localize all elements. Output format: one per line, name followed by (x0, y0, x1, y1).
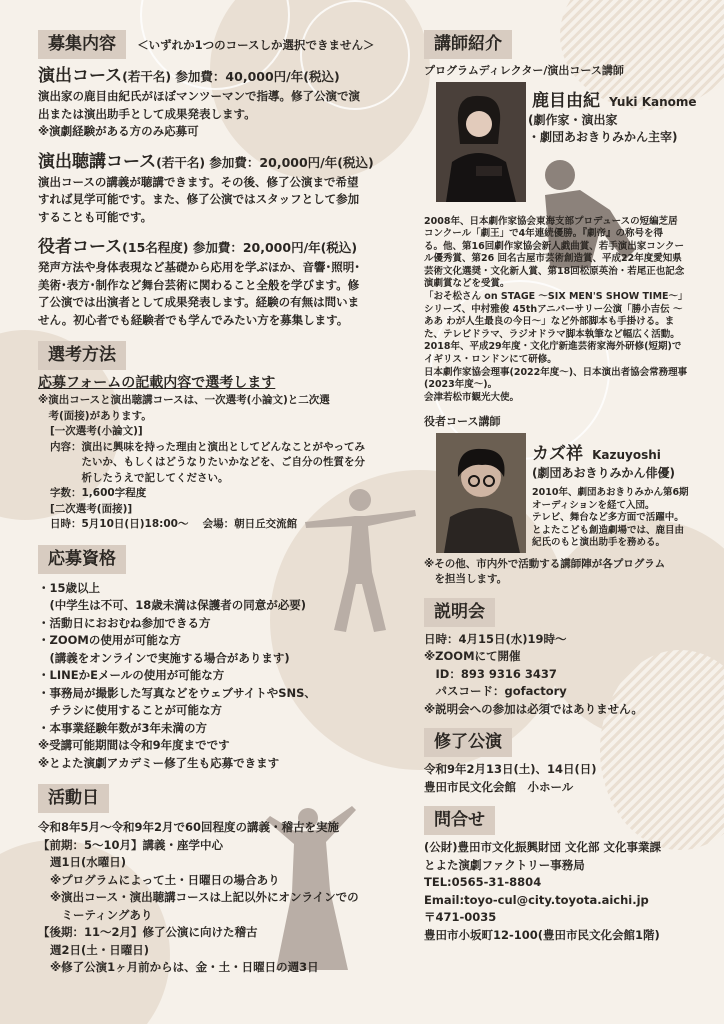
course-directing (38, 65, 410, 141)
recruit-heading: 募集内容 (38, 30, 126, 59)
course-desc-line: ※演劇経験がある方のみ応募可 (38, 124, 199, 138)
contact-phone: TEL:0565-31-8804 (424, 875, 542, 890)
eligibility-item: ・ZOOMの使用が可能な方 (38, 633, 181, 647)
activity-line: ※演出コース・演出聴講コースは上記以外にオンラインでの (50, 890, 359, 904)
contact-line: (公財)豊田市文化振興財団 文化部 文化事業課 (424, 840, 662, 855)
bio-line: 2008年、日本劇作家協会東海支部プロデュースの短編芝居 (424, 215, 678, 227)
bio-line: ル優秀賞、第26 回名古屋市芸術創造賞、平成22年度愛知県 (424, 253, 682, 265)
activity-line: ※プログラムによって土・日曜日の場合あり (50, 872, 280, 887)
director-photo (436, 82, 526, 202)
bio-line: イギリス・ロンドンにて研修。 (424, 354, 557, 366)
contact-section (424, 806, 704, 944)
recruit-section (38, 30, 410, 329)
eligibility-item: ※とよた演劇アカデミー修了生も応募できます (38, 755, 280, 770)
performance-line: 令和9年2月13日(土)、14日(日) (424, 762, 597, 777)
briefing-line: ID：893 9316 3437 (424, 666, 557, 681)
selection-heading: 選考方法 (38, 341, 126, 370)
course-fee: (若干名) 参加費：20,000円/年(税込) (156, 154, 374, 170)
actor-bio (532, 487, 689, 550)
course-desc-line: 演出家の鹿目由紀氏がほぼマンツーマンで指導。修了公演で演 (38, 89, 360, 103)
course-audit (38, 151, 410, 227)
eligibility-item: ・本事業経験年数が3年未満の方 (38, 720, 207, 735)
contact-heading: 問合せ (424, 806, 495, 835)
director-role: プログラムディレクター/演出コース講師 (424, 64, 624, 77)
director-bio (424, 216, 704, 405)
briefing-line: ※説明会への参加は必須ではありません。 (424, 701, 643, 716)
contact-address: 豊田市小坂町12-100(豊田市民文化会館1階) (424, 927, 660, 942)
activity-line: ※修了公演1ヶ月前からは、金・土・日曜日の週3日 (50, 960, 319, 974)
director-affil: (劇作家・演出家 (528, 112, 618, 127)
bio-line: (2023年度～)。 (424, 379, 498, 391)
performance-heading: 修了公演 (424, 728, 512, 757)
eligibility-item: ・事務局が撮影した写真などをウェブサイトやSNS、 (38, 685, 316, 700)
actor-affil: (劇団あおきりみかん俳優) (532, 465, 675, 480)
eligibility-item: ・15歳以上 (38, 580, 101, 595)
course-fee: (若干名) 参加費：40,000円/年(税込) (122, 69, 340, 84)
selection-line: 考(面接)があります。 (38, 409, 152, 422)
eligibility-section (38, 545, 410, 773)
briefing-line: 日時：4月15日(水)19時～ (424, 631, 567, 646)
bio-line: テレビ、舞台など多方面で活躍中。 (532, 512, 684, 524)
bio-line: シリーズ、中村雅俊 45thアニバーサリー公演「勝小吉伝 ～ (424, 303, 683, 315)
eligibility-item: (中学生は不可、18歳未満は保護者の同意が必要) (38, 598, 307, 612)
essay-content-line: たいか、もしくはどうなりたいかなどを、ご自分の性質を分 (50, 456, 365, 468)
eligibility-item: ・活動日におおむね参加できる方 (38, 615, 211, 630)
director-affil: ・劇団あおきりみかん主宰) (528, 129, 678, 144)
course-desc-line: 了公演では出演者として成果発表します。経験の有無は問いま (38, 295, 360, 309)
activity-section (38, 784, 410, 977)
bio-line: 会津若松市観光大使。 (424, 391, 520, 403)
course-name: 役者コース (38, 237, 123, 257)
activity-line: ミーティングあり (50, 907, 153, 922)
eligibility-heading: 応募資格 (38, 545, 126, 574)
course-fee: (15名程度) 参加費：20,000円/年(税込) (122, 240, 358, 255)
bio-line: 2018年、平成29年度・文化庁新進芸術家海外研修(短期)で (424, 341, 682, 353)
bio-line: とよたこども創造劇場では、鹿目由 (532, 524, 685, 536)
portrait-image (436, 433, 526, 553)
eligibility-item: チラシに使用することが可能な方 (38, 703, 222, 717)
activity-line: 週1日(水曜日) (50, 855, 127, 869)
first-stage-label: [一次選考(小論文)] (50, 425, 143, 437)
performance-section (424, 728, 704, 796)
contact-postal: 〒471-0035 (424, 910, 497, 925)
actor-card (424, 433, 704, 555)
activity-intro: 令和8年5月～令和9年2月で60回程度の講義・稽古を実施 (38, 820, 340, 834)
activity-heading: 活動日 (38, 784, 109, 813)
selection-section (38, 341, 410, 533)
interview-schedule: 日時：5月10日(日)18:00～ 会場：朝日丘交流館 (50, 518, 298, 530)
instructors-heading: 講師紹介 (424, 30, 512, 59)
director-name-en: Yuki Kanome (609, 94, 697, 109)
left-column (38, 30, 410, 977)
bio-line: 芸術文化選奨・文化新人賞、第18回松原英治・若尾正也記念 (424, 265, 685, 277)
bio-line: コンクール「劇王」で4年連続優勝。『劇帝』の称号を得 (424, 228, 663, 240)
director-name: 鹿目由紀 (532, 90, 600, 111)
course-actor (38, 236, 410, 329)
briefing-line: ※ZOOMにて開催 (424, 649, 521, 664)
contact-line: とよた演劇ファクトリー事務局 (424, 857, 585, 872)
course-name: 演出コース (38, 66, 123, 86)
director-card (424, 82, 704, 210)
briefing-heading: 説明会 (424, 598, 495, 627)
actor-name-en: Kazuyoshi (592, 447, 661, 462)
contact-email: Email:toyo-cul@city.toyota.aichi.jp (424, 892, 649, 907)
eligibility-item: (講義をオンラインで実施する場合があります) (38, 650, 290, 665)
bio-line: 演劇賞などを受賞。 (424, 278, 510, 290)
selection-subtitle: 応募フォームの記載内容で選考します (38, 375, 276, 391)
briefing-section (424, 598, 704, 719)
course-desc-line: 美術･表方･制作など舞台芸術に関わること全般を学びます。修 (38, 277, 360, 292)
course-desc-line: すれば見学可能です。また、修了公演ではスタッフとして参加 (38, 192, 360, 206)
course-desc-line: せん。初心者でも経験者でも学んでみたい方を募集します。 (38, 312, 349, 327)
second-stage-label: [二次選考(面接)] (50, 502, 133, 515)
recruit-note: ＜いずれか1つのコースしか選択できません＞ (137, 38, 375, 52)
bio-line: オーディションを経て入団。 (532, 499, 655, 511)
right-column (424, 30, 704, 944)
essay-content-line: 内容：演出に興味を持った理由と演出としてどんなことがやってみ (50, 440, 365, 453)
actor-role: 役者コース講師 (424, 415, 501, 429)
eligibility-item: ・LINEかEメールの使用が可能な方 (38, 668, 225, 682)
actor-name: カズ祥 (532, 443, 583, 464)
course-desc-line: することも可能です。 (38, 209, 153, 224)
instructors-note: を担当します。 (424, 573, 508, 586)
course-desc-line: 演出コースの講義が聴講できます。その後、修了公演まで希望 (38, 174, 359, 189)
essay-length: 字数：1,600字程度 (50, 487, 147, 499)
bio-line: る。他、第16回劇作家協会新人戯曲賞、若手演出家コンクー (424, 240, 685, 252)
eligibility-item: ※受講可能期間は令和9年度までです (38, 738, 230, 752)
activity-line: 【前期：5～10月】講義・座学中心 (38, 837, 224, 852)
bio-line: ああ わが人生最良の今日～」など外部脚本も手掛ける。ま (424, 316, 675, 328)
performance-line: 豊田市民文化会館 小ホール (424, 779, 574, 794)
instructors-note: ※その他、市内外で活動する講師陣が各プログラム (424, 557, 666, 570)
bio-line: 2010年、劇団あおきりみかん第6期 (532, 486, 689, 498)
activity-line: 週2日(土・日曜日) (50, 942, 150, 957)
actor-photo (436, 433, 526, 553)
bio-line: 紀氏のもと演出助手を務める。 (532, 537, 666, 549)
course-name: 演出聴講コース (38, 151, 157, 172)
essay-content-line: 析したうえで記してください。 (50, 471, 229, 484)
bio-line: 「おそ松さん on STAGE ～SIX MEN'S SHOW TIME～」 (424, 291, 688, 303)
bio-line: た、テレビドラマ、ラジオドラマ脚本執筆など幅広く活動。 (424, 328, 680, 340)
briefing-line: パスコード：gofactory (424, 684, 567, 699)
instructors-section (424, 30, 704, 588)
portrait-image (436, 82, 526, 202)
selection-line: ※演出コースと演出聴講コースは、一次選考(小論文)と二次選 (38, 394, 330, 406)
course-desc-line: 発声方法や身体表現など基礎から応用を学ぶほか、音響･照明･ (38, 260, 360, 274)
bio-line: 日本劇作家協会理事(2022年度～)、日本演出者協会常務理事 (424, 366, 688, 378)
activity-line: 【後期：11～2月】修了公演に向けた稽古 (38, 925, 258, 939)
course-desc-line: 出または演出助手として成果発表します。 (38, 106, 256, 121)
